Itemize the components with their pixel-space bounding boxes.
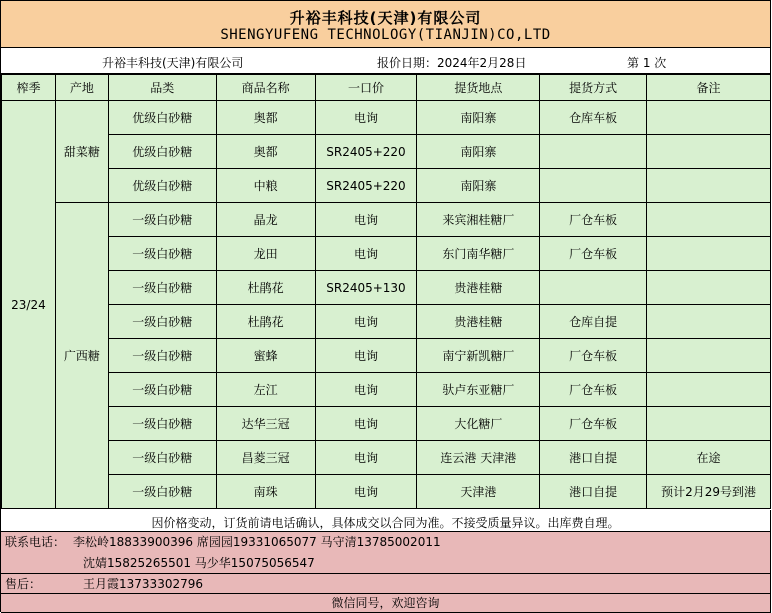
price-cell: 电询 bbox=[315, 339, 417, 373]
note-cell bbox=[647, 373, 771, 407]
after-sales-label: 售后： bbox=[5, 577, 42, 591]
location-cell: 贵港桂糖 bbox=[417, 271, 540, 305]
category-cell: 一级白砂糖 bbox=[108, 305, 216, 339]
location-cell: 来宾湘桂糖厂 bbox=[417, 203, 540, 237]
contact-label: 联系电话： bbox=[5, 535, 66, 549]
quote-count: 第 1 次 bbox=[627, 56, 667, 70]
note-cell bbox=[647, 135, 771, 169]
note-cell bbox=[647, 407, 771, 441]
col-header: 提货地点 bbox=[417, 75, 540, 101]
product-cell: 达华三冠 bbox=[216, 407, 315, 441]
product-cell: 奥都 bbox=[216, 135, 315, 169]
method-cell bbox=[540, 169, 647, 203]
category-cell: 一级白砂糖 bbox=[108, 203, 216, 237]
method-cell: 仓库自提 bbox=[540, 305, 647, 339]
product-cell: 杜鹃花 bbox=[216, 305, 315, 339]
price-cell: 电询 bbox=[315, 101, 417, 135]
note-cell bbox=[647, 169, 771, 203]
category-cell: 优级白砂糖 bbox=[108, 135, 216, 169]
note-cell bbox=[647, 339, 771, 373]
method-cell: 港口自提 bbox=[540, 441, 647, 475]
location-cell: 南阳寨 bbox=[417, 135, 540, 169]
method-cell: 厂仓车板 bbox=[540, 203, 647, 237]
table-row bbox=[2, 475, 771, 509]
table-row bbox=[2, 101, 771, 135]
product-cell: 杜鹃花 bbox=[216, 271, 315, 305]
price-cell: 电询 bbox=[315, 407, 417, 441]
category-cell: 一级白砂糖 bbox=[108, 339, 216, 373]
note-cell: 预计2月29号到港 bbox=[647, 475, 771, 509]
category-cell: 一级白砂糖 bbox=[108, 407, 216, 441]
method-cell: 仓库车板 bbox=[540, 101, 647, 135]
location-cell: 贵港桂糖 bbox=[417, 305, 540, 339]
col-header: 一口价 bbox=[315, 75, 417, 101]
table-row bbox=[2, 441, 771, 475]
company-title-en: SHENGYUFENG TECHNOLOGY(TIANJIN)CO,LTD bbox=[220, 27, 551, 43]
contacts-line-1 bbox=[5, 532, 441, 552]
table-row bbox=[2, 169, 771, 203]
note-cell bbox=[647, 237, 771, 271]
location-cell: 南阳寨 bbox=[417, 169, 540, 203]
price-cell: 电询 bbox=[315, 441, 417, 475]
after-sales-line bbox=[5, 574, 203, 594]
table-row bbox=[2, 305, 771, 339]
disclaimer-note: 因价格变动，订货前请电话确认，具体成交以合同为准。不接受质量异议。出库费自理。 bbox=[1, 510, 771, 532]
location-cell: 南宁新凯糖厂 bbox=[417, 339, 540, 373]
category-cell: 一级白砂糖 bbox=[108, 271, 216, 305]
product-cell: 南珠 bbox=[216, 475, 315, 509]
note-cell bbox=[647, 305, 771, 339]
location-cell: 南阳寨 bbox=[417, 101, 540, 135]
method-cell bbox=[540, 135, 647, 169]
season-cell: 23/24 bbox=[2, 101, 56, 509]
table-row bbox=[2, 237, 771, 271]
method-cell: 厂仓车板 bbox=[540, 373, 647, 407]
quote-date: 报价日期：2024年2月28日 bbox=[377, 56, 527, 70]
company-title-cn: 升裕丰科技(天津)有限公司 bbox=[289, 9, 482, 27]
product-cell: 奥都 bbox=[216, 101, 315, 135]
title-bar bbox=[1, 1, 771, 48]
location-cell: 大化糖厂 bbox=[417, 407, 540, 441]
category-cell: 一级白砂糖 bbox=[108, 237, 216, 271]
location-cell: 驮卢东亚糖厂 bbox=[417, 373, 540, 407]
table-row bbox=[2, 373, 771, 407]
col-header: 备注 bbox=[647, 75, 771, 101]
table-row bbox=[2, 135, 771, 169]
table-row bbox=[2, 271, 771, 305]
col-header: 品类 bbox=[108, 75, 216, 101]
category-cell: 优级白砂糖 bbox=[108, 101, 216, 135]
info-company: 升裕丰科技(天津)有限公司 bbox=[102, 56, 244, 70]
note-cell bbox=[647, 203, 771, 237]
product-cell: 蜜蜂 bbox=[216, 339, 315, 373]
product-cell: 昌菱三冠 bbox=[216, 441, 315, 475]
product-cell: 龙田 bbox=[216, 237, 315, 271]
col-header: 商品名称 bbox=[216, 75, 315, 101]
product-cell: 中粮 bbox=[216, 169, 315, 203]
category-cell: 一级白砂糖 bbox=[108, 373, 216, 407]
category-cell: 优级白砂糖 bbox=[108, 169, 216, 203]
price-table bbox=[1, 74, 771, 509]
method-cell: 厂仓车板 bbox=[540, 237, 647, 271]
location-cell: 连云港 天津港 bbox=[417, 441, 540, 475]
category-cell: 一级白砂糖 bbox=[108, 441, 216, 475]
price-cell: 电询 bbox=[315, 203, 417, 237]
contacts-block bbox=[1, 532, 771, 594]
price-cell: 电询 bbox=[315, 237, 417, 271]
table-row bbox=[2, 407, 771, 441]
contact-numbers-1: 李松岭18833900396 席园园19331065077 马守清13785002011 bbox=[73, 535, 441, 549]
price-cell: 电询 bbox=[315, 373, 417, 407]
wechat-note: 微信同号，欢迎咨询 bbox=[1, 594, 771, 613]
method-cell: 厂仓车板 bbox=[540, 407, 647, 441]
price-cell: SR2405+220 bbox=[315, 135, 417, 169]
method-cell: 港口自提 bbox=[540, 475, 647, 509]
price-cell: SR2405+130 bbox=[315, 271, 417, 305]
note-cell bbox=[647, 271, 771, 305]
table-header-row bbox=[2, 75, 771, 101]
product-cell: 左江 bbox=[216, 373, 315, 407]
col-header: 产地 bbox=[55, 75, 108, 101]
category-cell: 一级白砂糖 bbox=[108, 475, 216, 509]
location-cell: 东门南华糖厂 bbox=[417, 237, 540, 271]
info-bar bbox=[1, 48, 771, 74]
method-cell bbox=[540, 271, 647, 305]
price-cell: 电询 bbox=[315, 475, 417, 509]
contacts-line-2: 沈婧15825265501 马少华15075056547 bbox=[83, 556, 315, 570]
table-row bbox=[2, 339, 771, 373]
price-cell: SR2405+220 bbox=[315, 169, 417, 203]
price-cell: 电询 bbox=[315, 305, 417, 339]
product-cell: 晶龙 bbox=[216, 203, 315, 237]
col-header: 提货方式 bbox=[540, 75, 647, 101]
location-cell: 天津港 bbox=[417, 475, 540, 509]
col-header: 榨季 bbox=[2, 75, 56, 101]
after-sales-contact: 王月霞13733302796 bbox=[83, 577, 203, 591]
origin-cell: 甜菜糖 bbox=[55, 101, 108, 203]
origin-cell: 广西糖 bbox=[55, 203, 108, 509]
note-cell: 在途 bbox=[647, 441, 771, 475]
table-row bbox=[2, 203, 771, 237]
note-cell bbox=[647, 101, 771, 135]
method-cell: 厂仓车板 bbox=[540, 339, 647, 373]
